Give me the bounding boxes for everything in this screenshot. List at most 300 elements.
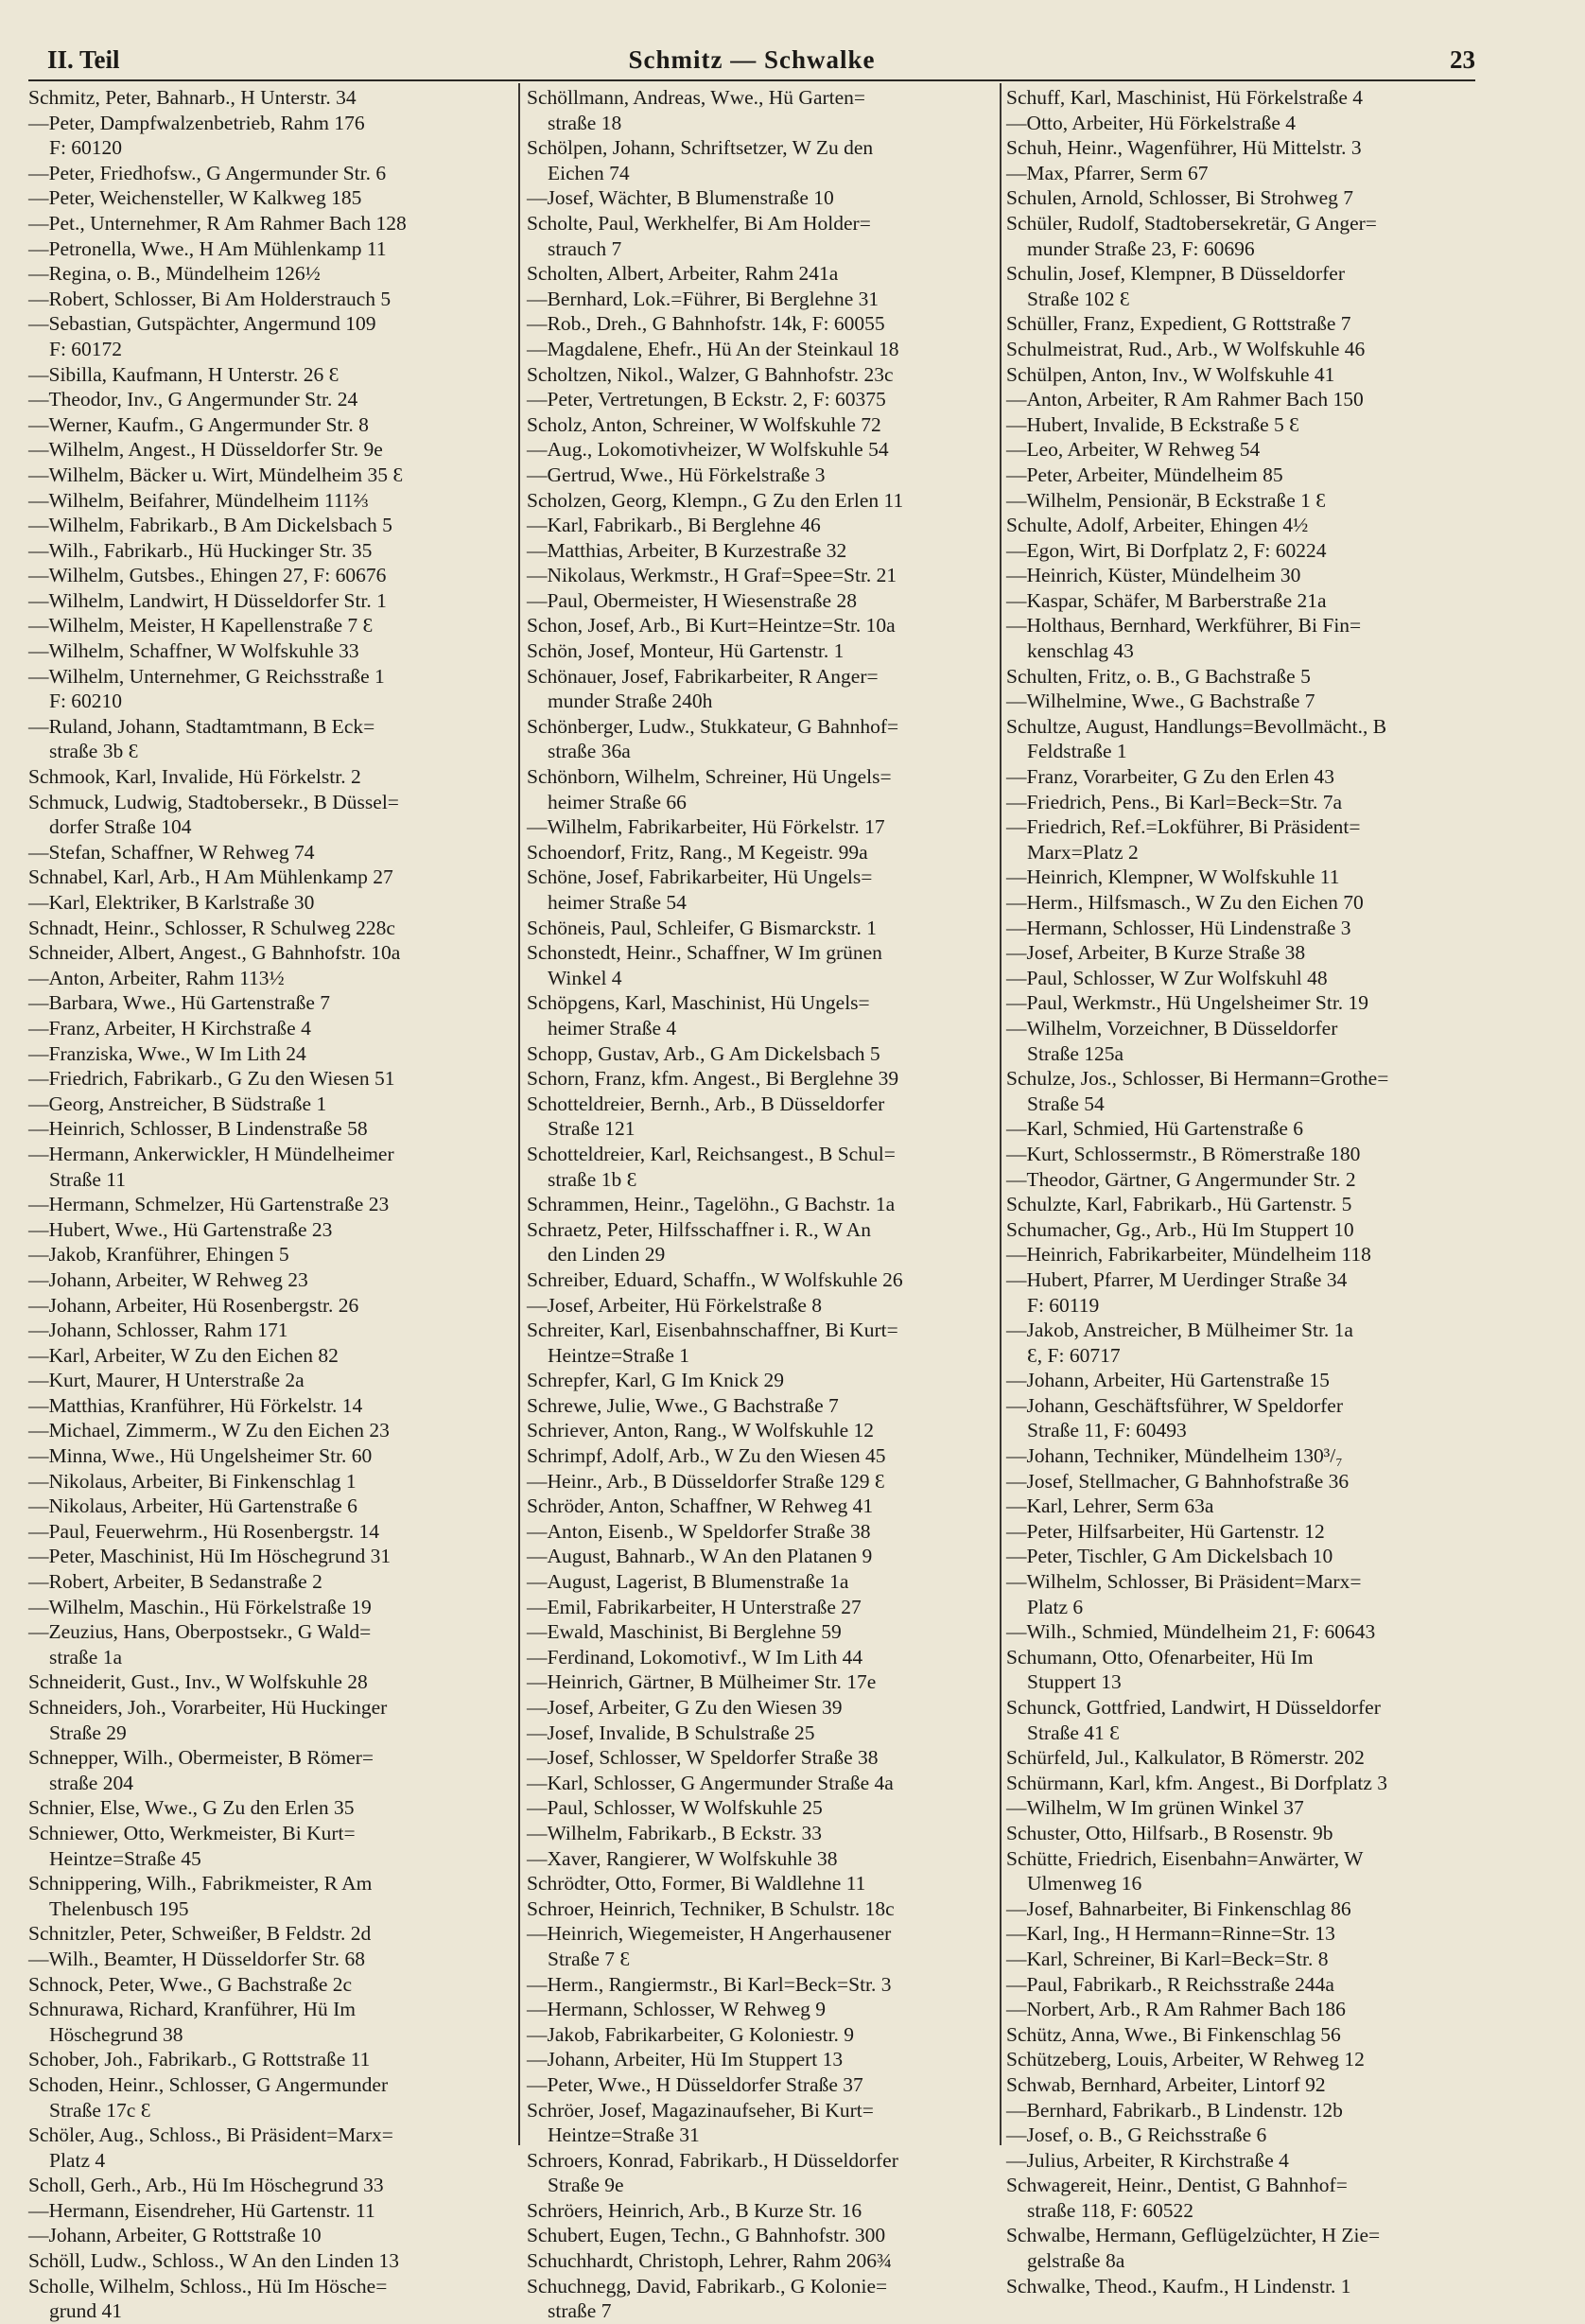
entry-line: —Bernhard, Lok.=Führer, Bi Berglehne 31 [527, 287, 880, 310]
entry-line: —Johann, Arbeiter, Hü Rosenbergstr. 26 [28, 1293, 359, 1317]
entry-line: Schülpen, Anton, Inv., W Wolfskuhle 41 [1006, 362, 1335, 386]
directory-entry [28, 1142, 511, 1192]
entry-line: Schnadt, Heinr., Schlosser, R Schulweg 228c [28, 916, 395, 939]
directory-entry [527, 714, 1000, 764]
directory-entry [1006, 1192, 1479, 1217]
directory-entry [527, 1418, 1000, 1443]
entry-line: —Heinrich, Gärtner, B Mülheimer Str. 17e [527, 1670, 877, 1694]
directory-entry [28, 311, 511, 361]
directory-entry [1006, 1745, 1479, 1771]
entry-continuation-line: straße 204 [49, 1771, 133, 1794]
entry-line: Schönborn, Wilhelm, Schreiner, Hü Ungels= [527, 765, 892, 789]
entry-line: —Zeuzius, Hans, Oberpostsekr., G Wald= [28, 1620, 372, 1644]
entry-line: —Max, Pfarrer, Serm 67 [1006, 161, 1209, 184]
entry-line: —Wilhelm, Fabrikarb., B Eckstr. 33 [527, 1821, 823, 1844]
entry-line: Schrimpf, Adolf, Arb., W Zu den Wiesen 45 [527, 1444, 886, 1468]
entry-line: —Aug., Lokomotivheizer, W Wolfskuhle 54 [527, 438, 889, 462]
entry-line: Schölpen, Johann, Schriftsetzer, W Zu den [527, 136, 874, 160]
entry-line: —Regina, o. B., Mündelheim 126½ [28, 262, 321, 286]
entry-line: Schreiber, Eduard, Schaffn., W Wolfskuhle 26 [527, 1267, 903, 1291]
directory-entry [1006, 1619, 1479, 1645]
directory-entry [1006, 790, 1479, 815]
entry-line: Schroers, Konrad, Fabrikarb., H Düsseldorfer [527, 2148, 898, 2172]
directory-entry [1006, 185, 1479, 211]
entry-line: —Karl, Ing., H Hermann=Rinne=Str. 13 [1006, 1922, 1335, 1946]
entry-continuation-line: Heintze=Straße 1 [548, 1343, 690, 1367]
directory-entry [527, 513, 1000, 538]
entry-continuation-line: Straße 102 Ɛ [1027, 287, 1130, 310]
directory-entry [527, 1771, 1000, 1796]
directory-entry [1006, 2173, 1479, 2223]
entry-line: —Paul, Schlosser, W Wolfskuhle 25 [527, 1796, 823, 1820]
entry-continuation-line: Winkel 4 [548, 966, 622, 989]
entry-line: —Jakob, Kranführer, Ehingen 5 [28, 1243, 289, 1267]
directory-entry [1006, 613, 1479, 663]
directory-entry [28, 1519, 511, 1545]
entry-line: —Herm., Rangiermstr., Bi Karl=Beck=Str. 3 [527, 1972, 892, 1996]
directory-entry [527, 463, 1000, 488]
entry-line: Schreiter, Karl, Eisenbahnschaffner, Bi Kurt= [527, 1319, 898, 1342]
entry-line: Schulten, Fritz, o. B., G Bachstraße 5 [1006, 664, 1311, 688]
directory-entry [1006, 1569, 1479, 1619]
entry-line: Schöll, Ludw., Schloss., W An den Linden 13 [28, 2249, 399, 2273]
directory-entry [28, 1997, 511, 2047]
entry-line: Scholle, Wilhelm, Schloss., Hü Im Hösche= [28, 2274, 388, 2298]
entry-line: Schulzte, Karl, Fabrikarb., Hü Gartenstr. 5 [1006, 1193, 1352, 1216]
directory-entry [28, 1595, 511, 1620]
entry-line: Schumacher, Gg., Arb., Hü Im Stuppert 10 [1006, 1217, 1354, 1241]
entry-line: —Pet., Unternehmer, R Am Rahmer Bach 128 [28, 211, 407, 235]
directory-entry [28, 1066, 511, 1092]
entry-line: Schöne, Josef, Fabrikarbeiter, Hü Ungels= [527, 865, 873, 889]
directory-entry [28, 1293, 511, 1319]
directory-entry [1006, 1896, 1479, 1922]
entry-line: —Heinrich, Wiegemeister, H Angerhausener [527, 1922, 892, 1946]
directory-entry [1006, 1494, 1479, 1519]
entry-line: —Heinrich, Klempner, W Wolfskuhle 11 [1006, 865, 1340, 889]
directory-entry [1006, 1972, 1479, 1998]
entry-line: Schürfeld, Jul., Kalkulator, B Römerstr. 202 [1006, 1746, 1365, 1770]
directory-entry [527, 1544, 1000, 1569]
entry-line: Schotteldreier, Bernh., Arb., B Düsseldorfer [527, 1092, 885, 1115]
entry-line: —Wilhelmine, Wwe., G Bachstraße 7 [1006, 690, 1315, 713]
entry-continuation-line: munder Straße 23, F: 60696 [1027, 236, 1255, 260]
entry-line: —Otto, Arbeiter, Hü Förkelstraße 4 [1006, 111, 1297, 134]
entry-line: —Herm., Hilfsmasch., W Zu den Eichen 70 [1006, 891, 1364, 914]
entry-line: —Josef, Bahnarbeiter, Bi Finkenschlag 86 [1006, 1896, 1351, 1920]
entry-line: —August, Bahnarb., W An den Platanen 9 [527, 1545, 873, 1568]
directory-entry [28, 1368, 511, 1393]
entry-continuation-line: Straße 121 [548, 1117, 636, 1141]
directory-entry [28, 714, 511, 764]
directory-entry [527, 1846, 1000, 1872]
directory-entry [527, 1041, 1000, 1067]
directory-entry [1006, 2047, 1479, 2072]
entry-line: Schulin, Josef, Klempner, B Düsseldorfer [1006, 262, 1346, 286]
entry-line: —Hubert, Wwe., Hü Gartenstraße 23 [28, 1217, 333, 1241]
entry-line: —Gertrud, Wwe., Hü Förkelstraße 3 [527, 463, 826, 486]
directory-entry [1006, 1997, 1479, 2022]
entry-line: Schnurawa, Richard, Kranführer, Hü Im [28, 1998, 357, 2021]
entry-line: —Julius, Arbeiter, R Kirchstraße 4 [1006, 2148, 1289, 2172]
entry-line: —Wilh., Schmied, Mündelheim 21, F: 60643 [1006, 1620, 1376, 1644]
entry-line: —Hermann, Schlosser, Hü Lindenstraße 3 [1006, 916, 1351, 939]
directory-entry [527, 916, 1000, 941]
page-number: 23 [1450, 45, 1475, 74]
entry-line: —Wilhelm, Unternehmer, G Reichsstraße 1 [28, 664, 385, 688]
directory-entry [28, 563, 511, 588]
entry-line: —Robert, Schlosser, Bi Am Holderstrauch 5 [28, 287, 392, 310]
entry-line: Schober, Joh., Fabrikarb., G Rottstraße 11 [28, 2048, 371, 2071]
directory-entry [28, 1494, 511, 1519]
directory-entry [28, 362, 511, 388]
entry-line: —Anton, Eisenb., W Speldorfer Straße 38 [527, 1519, 871, 1543]
entry-line: —Peter, Dampfwalzenbetrieb, Rahm 176 [28, 111, 365, 134]
directory-entry [527, 2198, 1000, 2224]
directory-entry [527, 940, 1000, 990]
entry-line: —Karl, Schlosser, G Angermunder Straße 4a [527, 1771, 894, 1794]
entry-line: Schuchnegg, David, Fabrikarb., G Kolonie= [527, 2274, 888, 2298]
directory-entry [527, 287, 1000, 312]
directory-entry [1006, 990, 1479, 1016]
directory-entry [1006, 814, 1479, 865]
directory-entry [28, 2047, 511, 2072]
directory-entry [1006, 1695, 1479, 1745]
directory-entry [1006, 513, 1479, 538]
directory-entry [28, 790, 511, 840]
entry-line: —Anton, Arbeiter, R Am Rahmer Bach 150 [1006, 388, 1364, 411]
entry-line: —Heinrich, Küster, Mündelheim 30 [1006, 564, 1301, 587]
directory-entry [1006, 2274, 1479, 2299]
directory-entry [1006, 2148, 1479, 2174]
entry-line: —Wilhelm, Maschin., Hü Förkelstraße 19 [28, 1595, 372, 1618]
entry-line: Schmook, Karl, Invalide, Hü Förkelstr. 2 [28, 765, 361, 789]
entry-line: —Wilhelm, Pensionär, B Eckstraße 1 Ɛ [1006, 488, 1327, 512]
entry-line: Scholtzen, Nikol., Walzer, G Bahnhofstr. 23c [527, 362, 894, 386]
entry-line: Schneider, Albert, Angest., G Bahnhofstr. 10a [28, 941, 401, 965]
entry-line: —Stefan, Schaffner, W Rehweg 74 [28, 840, 315, 864]
directory-entry [28, 85, 511, 111]
directory-entry [527, 1669, 1000, 1695]
entry-line: Schon, Josef, Arb., Bi Kurt=Heintze=Str. 10a [527, 614, 896, 638]
directory-entry [527, 1217, 1000, 1267]
entry-continuation-line: Heintze=Straße 31 [548, 2123, 700, 2147]
directory-entry [527, 185, 1000, 211]
directory-entry [28, 1921, 511, 1947]
directory-entry [1006, 85, 1479, 111]
directory-entry [1006, 1267, 1479, 1318]
entry-line: Schöneis, Paul, Schleifer, G Bismarckstr. 1 [527, 916, 877, 939]
entry-line: Schuchhardt, Christoph, Lehrer, Rahm 206¾ [527, 2249, 893, 2273]
directory-entry [28, 1544, 511, 1569]
directory-entry [1006, 1116, 1479, 1142]
entry-line: Schwalke, Theod., Kaufm., H Lindenstr. 1 [1006, 2274, 1351, 2298]
directory-entry [527, 1795, 1000, 1821]
entry-line: Schröer, Josef, Magazinaufseher, Bi Kurt= [527, 2098, 874, 2122]
entry-continuation-line: gelstraße 8a [1027, 2249, 1125, 2273]
entry-line: —Matthias, Kranführer, Hü Förkelstr. 14 [28, 1393, 363, 1417]
entry-continuation-line: straße 7 [548, 2299, 612, 2323]
entry-line: —Karl, Schmied, Hü Gartenstraße 6 [1006, 1117, 1304, 1141]
directory-entry [1006, 362, 1479, 388]
directory-entry [1006, 1821, 1479, 1846]
entry-line: —Josef, Arbeiter, Hü Förkelstraße 8 [527, 1293, 823, 1317]
directory-entry [1006, 1795, 1479, 1821]
entry-line: —Kurt, Schlossermstr., B Römerstraße 180 [1006, 1142, 1361, 1165]
entry-line: Schotteldreier, Karl, Reichsangest., B Schul= [527, 1142, 896, 1165]
directory-entry [28, 1393, 511, 1419]
entry-line: —Leo, Arbeiter, W Rehweg 54 [1006, 438, 1261, 462]
directory-entry [28, 2123, 511, 2173]
entry-line: —Karl, Fabrikarb., Bi Berglehne 46 [527, 514, 821, 537]
directory-entry [28, 1569, 511, 1595]
entry-continuation-line: Eichen 74 [548, 161, 630, 184]
entry-line: —Wilhelm, Landwirt, H Düsseldorfer Str. 1 [28, 588, 387, 612]
entry-line: Schubert, Eugen, Techn., G Bahnhofstr. 300 [527, 2224, 886, 2247]
entry-line: Schunck, Gottfried, Landwirt, H Düsseldorfer [1006, 1696, 1381, 1719]
entry-line: —Jakob, Fabrikarbeiter, G Koloniestr. 9 [527, 2022, 855, 2046]
directory-entry [527, 1293, 1000, 1319]
directory-entry [1006, 1016, 1479, 1066]
entry-line: —Egon, Wirt, Bi Dorfplatz 2, F: 60224 [1006, 538, 1327, 562]
directory-entry [28, 161, 511, 186]
directory-entry [28, 764, 511, 790]
directory-entry [527, 538, 1000, 564]
entry-line: Schmitz, Peter, Bahnarb., H Unterstr. 34 [28, 86, 357, 109]
directory-entry [527, 1519, 1000, 1545]
entry-line: —Karl, Elektriker, B Karlstraße 30 [28, 891, 315, 914]
directory-entry [1006, 563, 1479, 588]
entry-line: —Ewald, Maschinist, Bi Berglehne 59 [527, 1620, 842, 1644]
entry-line: —Ruland, Johann, Stadtamtmann, B Eck= [28, 714, 375, 738]
entry-line: —Wilh., Beamter, H Düsseldorfer Str. 68 [28, 1947, 365, 1970]
directory-entry [28, 185, 511, 211]
entry-line: Scholz, Anton, Schreiner, W Wolfskuhle 72 [527, 412, 881, 436]
entry-line: Schuh, Heinr., Wagenführer, Hü Mittelstr. 3 [1006, 136, 1362, 160]
directory-entry [1006, 1393, 1479, 1443]
entry-line: —Johann, Techniker, Mündelheim 130³/₇ [1006, 1444, 1343, 1468]
directory-entry [1006, 764, 1479, 790]
directory-entry [527, 1595, 1000, 1620]
directory-entry [28, 664, 511, 714]
directory-entry [28, 2248, 511, 2274]
directory-entry [1006, 311, 1479, 337]
entry-line: —Rob., Dreh., G Bahnhofstr. 14k, F: 60055 [527, 312, 885, 336]
directory-entry [527, 2022, 1000, 2048]
entry-line: —Josef, Wächter, B Blumenstraße 10 [527, 186, 834, 210]
entry-line: Schröder, Anton, Schaffner, W Rehweg 41 [527, 1494, 874, 1518]
directory-entry [527, 2047, 1000, 2072]
entry-line: Schwagereit, Heinr., Dentist, G Bahnhof= [1006, 2174, 1348, 2197]
directory-entry [527, 1695, 1000, 1721]
directory-entry [28, 613, 511, 638]
entry-line: —August, Lagerist, B Blumenstraße 1a [527, 1570, 849, 1594]
entry-line: —Franziska, Wwe., W Im Lith 24 [28, 1041, 306, 1065]
entry-line: Schulen, Arnold, Schlosser, Bi Strohweg 7 [1006, 186, 1354, 210]
directory-entry [1006, 2072, 1479, 2098]
directory-entry [28, 2223, 511, 2248]
directory-entry [28, 412, 511, 438]
directory-entry [1006, 1217, 1479, 1243]
directory-entry [28, 1116, 511, 1142]
directory-entry [1006, 940, 1479, 966]
directory-entry [527, 563, 1000, 588]
entry-line: Schraetz, Peter, Hilfsschaffner i. R., W An [527, 1217, 871, 1241]
directory-entry [527, 865, 1000, 915]
directory-entry [1006, 1242, 1479, 1267]
entry-continuation-line: Feldstraße 1 [1027, 740, 1127, 763]
column-divider [518, 83, 520, 2145]
entry-line: —Theodor, Inv., G Angermunder Str. 24 [28, 388, 358, 411]
directory-entry [1006, 865, 1479, 890]
entry-continuation-line: Platz 6 [1027, 1595, 1084, 1618]
directory-entry [527, 1821, 1000, 1846]
entry-line: —Peter, Friedhofsw., G Angermunder Str. 6 [28, 161, 387, 184]
directory-entry [1006, 1443, 1479, 1469]
directory-entry [527, 1619, 1000, 1645]
directory-entry [1006, 1846, 1479, 1896]
entry-line: —Jakob, Anstreicher, B Mülheimer Str. 1a [1006, 1319, 1353, 1342]
directory-entry [1006, 488, 1479, 514]
entry-line: Schulte, Adolf, Arbeiter, Ehingen 4½ [1006, 514, 1309, 537]
running-head-range: Schmitz — Schwalke [628, 45, 876, 74]
entry-line: Schniewer, Otto, Werkmeister, Bi Kurt= [28, 1821, 356, 1844]
directory-entry [1006, 1318, 1479, 1368]
entry-line: —Wilhelm, Angest., H Düsseldorfer Str. 9e [28, 438, 383, 462]
directory-entry [527, 588, 1000, 614]
entry-line: Schulmeistrat, Rud., Arb., W Wolfskuhle 46 [1006, 337, 1366, 360]
directory-entry [28, 538, 511, 564]
entry-line: —Ferdinand, Lokomotivf., W Im Lith 44 [527, 1645, 863, 1669]
entry-line: Scholl, Gerh., Arb., Hü Im Höschegrund 33 [28, 2174, 384, 2197]
directory-entry [28, 966, 511, 991]
directory-entry [1006, 1947, 1479, 1972]
entry-line: —Magdalene, Ehefr., Hü An der Steinkaul 18 [527, 337, 899, 360]
entry-line: —Peter, Arbeiter, Mündelheim 85 [1006, 463, 1283, 486]
entry-line: Schrewe, Julie, Wwe., G Bachstraße 7 [527, 1393, 839, 1417]
directory-entry [28, 990, 511, 1016]
entry-line: —Matthias, Arbeiter, B Kurzestraße 32 [527, 538, 847, 562]
directory-entry [1006, 538, 1479, 564]
directory-entry [28, 1947, 511, 1972]
directory-entry [28, 463, 511, 488]
entry-line: Schnepper, Wilh., Obermeister, B Römer= [28, 1746, 374, 1770]
entry-line: —Josef, Arbeiter, G Zu den Wiesen 39 [527, 1696, 843, 1719]
entry-line: —Sibilla, Kaufmann, H Unterstr. 26 Ɛ [28, 362, 340, 386]
directory-entry [28, 1669, 511, 1695]
directory-entry [1006, 2022, 1479, 2048]
directory-entry [527, 814, 1000, 840]
directory-entry [527, 1066, 1000, 1092]
directory-entry [1006, 664, 1479, 690]
entry-line: —Wilh., Fabrikarb., Hü Huckinger Str. 35 [28, 538, 373, 562]
entry-line: Schonstedt, Heinr., Schaffner, W Im grünen [527, 941, 882, 965]
entry-continuation-line: Straße 54 [1027, 1092, 1105, 1115]
directory-entry [28, 940, 511, 966]
entry-line: —Heinrich, Fabrikarbeiter, Mündelheim 118 [1006, 1243, 1371, 1267]
entry-line: —Paul, Fabrikarb., R Reichsstraße 244a [1006, 1972, 1334, 1996]
entry-continuation-line: heimer Straße 4 [548, 1016, 677, 1040]
directory-entry [28, 1972, 511, 1998]
directory-entry [1006, 1469, 1479, 1494]
directory-entry [527, 337, 1000, 362]
entry-continuation-line: Straße 11 [49, 1167, 127, 1191]
entry-line: —Josef, o. B., G Reichsstraße 6 [1006, 2123, 1267, 2147]
directory-entry [527, 664, 1000, 714]
directory-entry [28, 1343, 511, 1369]
entry-line: —Hermann, Schmelzer, Hü Gartenstraße 23 [28, 1193, 390, 1216]
entry-line: —Theodor, Gärtner, G Angermunder Str. 2 [1006, 1167, 1356, 1191]
entry-line: —Barbara, Wwe., Hü Gartenstraße 7 [28, 991, 330, 1015]
directory-entry [527, 1871, 1000, 1896]
directory-entry [1006, 2123, 1479, 2148]
directory-entry [527, 437, 1000, 463]
entry-continuation-line: straße 118, F: 60522 [1027, 2198, 1193, 2222]
entry-continuation-line: Marx=Platz 2 [1027, 840, 1139, 864]
directory-entry [527, 2072, 1000, 2098]
directory-entry [1006, 1921, 1479, 1947]
directory-entry [1006, 2098, 1479, 2123]
entry-line: —Josef, Stellmacher, G Bahnhofstraße 36 [1006, 1469, 1350, 1493]
entry-line: —Wilhelm, W Im grünen Winkel 37 [1006, 1796, 1304, 1820]
entry-continuation-line: straße 1b Ɛ [548, 1167, 637, 1191]
entry-continuation-line: Straße 29 [49, 1721, 127, 1744]
entry-continuation-line: heimer Straße 54 [548, 891, 687, 914]
directory-entry [527, 387, 1000, 412]
entry-line: —Peter, Tischler, G Am Dickelsbach 10 [1006, 1545, 1333, 1568]
directory-entry [28, 488, 511, 514]
entry-continuation-line: strauch 7 [548, 236, 622, 260]
page-header [28, 42, 1475, 81]
entry-line: —Peter, Vertretungen, B Eckstr. 2, F: 60375 [527, 388, 886, 411]
entry-line: —Wilhelm, Meister, H Kapellenstraße 7 Ɛ [28, 614, 374, 638]
entry-line: —Josef, Arbeiter, B Kurze Straße 38 [1006, 941, 1306, 965]
directory-entry [1006, 261, 1479, 311]
directory-entry [527, 1921, 1000, 1971]
entry-line: —Petronella, Wwe., H Am Mühlenkamp 11 [28, 236, 387, 260]
directory-entry [527, 1997, 1000, 2022]
entry-line: —Wilhelm, Bäcker u. Wirt, Mündelheim 35 Ɛ [28, 463, 404, 486]
entry-line: Schnitzler, Peter, Schweißer, B Feldstr. 2d [28, 1922, 372, 1946]
directory-entry [527, 990, 1000, 1040]
entry-line: —Paul, Obermeister, H Wiesenstraße 28 [527, 588, 857, 612]
directory-column-1 [28, 85, 511, 2324]
entry-line: —Paul, Schlosser, W Zur Wolfskuhl 48 [1006, 966, 1328, 989]
directory-entry [28, 1443, 511, 1469]
entry-line: —Norbert, Arb., R Am Rahmer Bach 186 [1006, 1998, 1346, 2021]
entry-continuation-line: Platz 4 [49, 2148, 106, 2172]
directory-entry [1006, 387, 1479, 412]
directory-entry [28, 890, 511, 916]
directory-entry [28, 865, 511, 890]
entry-line: Schorn, Franz, kfm. Angest., Bi Berglehne 39 [527, 1067, 899, 1091]
entry-continuation-line: F: 60172 [49, 337, 123, 360]
directory-entry [28, 2274, 511, 2324]
entry-line: Schüller, Franz, Expedient, G Rottstraße 7 [1006, 312, 1351, 336]
entry-continuation-line: straße 36a [548, 740, 631, 763]
directory-entry [1006, 714, 1479, 764]
directory-entry [1006, 1771, 1479, 1796]
directory-entry [28, 1695, 511, 1745]
directory-entry [527, 211, 1000, 261]
directory-entry [1006, 1142, 1479, 1167]
directory-entry [527, 362, 1000, 388]
directory-entry [1006, 111, 1479, 136]
entry-line: —Friedrich, Pens., Bi Karl=Beck=Str. 7a [1006, 790, 1343, 813]
directory-entry [28, 1242, 511, 1267]
entry-line: —Johann, Arbeiter, G Rottstraße 10 [28, 2224, 322, 2247]
entry-continuation-line: den Linden 29 [548, 1243, 666, 1267]
